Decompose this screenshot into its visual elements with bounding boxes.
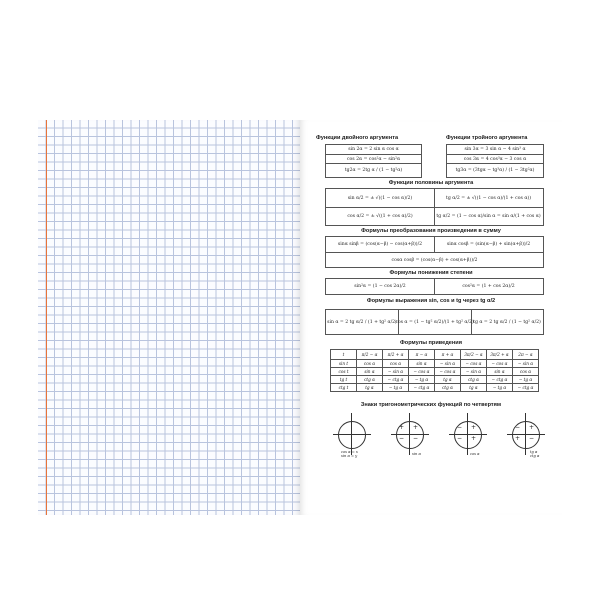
half-argument-title: Функции половины аргумента [388,180,474,186]
table-cell: π/2 − α [357,350,383,360]
tangent-sign-circle [504,409,548,459]
table-cell: ctg t [331,384,357,392]
sign-q3: − [457,435,463,442]
table-cell: − sin α [383,368,409,376]
table-cell: − tg α [487,384,513,392]
sign-q1: + [413,424,419,431]
table-cell: ctg α [435,384,461,392]
circle-caption: tg α ctg α [530,450,540,458]
cosine-sign-circle [446,409,490,459]
table-cell: − cos α [461,360,487,368]
power-reduction-box [325,278,544,295]
unit-circle [330,409,374,459]
triple-argument-title: Функции тройного аргумента [446,135,528,141]
table-cell: − sin α [461,368,487,376]
table-cell: 2π − α [513,350,539,360]
formula-row: cos 2α = cos²α − sin²α [326,154,421,164]
table-cell: 3π/2 − α [461,350,487,360]
table-cell: sin α [357,368,383,376]
formula-cell: cos²α = (1 + cos 2α)/2 [462,284,515,289]
table-cell: − ctg α [513,384,539,392]
notebook-spread [38,120,562,515]
formula-cell: sin²α = (1 − cos 2α)/2 [354,284,406,289]
formula-cell: cos α/2 = ± √((1 + cos α)/2) [347,213,413,219]
formula-cell: sin α = 2 tg α/2 / (1 + tg² α/2) [327,319,397,325]
table-cell: sin α [487,368,513,376]
table-cell: cos α [357,360,383,368]
table-cell: ctg α [357,376,383,384]
table-cell: π − α [409,350,435,360]
table-row [331,360,539,368]
sign-q2: + [399,424,405,431]
sign-q1: + [529,424,535,431]
tangent-half-title: Формулы выражения sin, cos и tg через tg α/2 [366,298,496,304]
power-reduction-title: Формулы понижения степени [389,270,473,276]
table-row [331,376,539,384]
half-argument-box [325,188,544,226]
table-cell: t [331,350,357,360]
formula-row: tg2α = 2tg α / (1 − tg²α) [326,163,421,178]
sine-sign-circle [388,409,432,459]
formula-cell: sin α/2 = ± √((1 − cos α)/2) [347,195,413,201]
sign-q3: − [399,435,405,442]
table-cell: tg α [435,376,461,384]
circle-caption: cos α [470,452,480,456]
table-cell: − ctg α [409,384,435,392]
double-argument-title: Функции двойного аргумента [316,135,399,141]
sign-q3: + [515,435,521,442]
reduction-table [330,349,539,392]
table-cell: ctg α [461,376,487,384]
grid-page [38,120,300,515]
formula-row: cos 3α = 4 cos³α − 3 cos α [447,154,543,164]
table-cell: sin α [409,360,435,368]
table-cell: π + α [435,350,461,360]
formula-page [300,120,562,515]
table-cell: − tg α [513,376,539,384]
circle-caption: sin α [412,452,421,456]
table-cell: − tg α [409,376,435,384]
sign-q2: − [457,424,463,431]
table-cell: − cos α [409,368,435,376]
margin-line [46,120,47,515]
table-cell: − sin α [435,360,461,368]
table-cell: tg t [331,376,357,384]
table-cell: π/2 + α [383,350,409,360]
sign-q4: + [471,435,477,442]
circle-caption: cos α = x sin α = y [341,450,358,458]
table-cell: − ctg α [383,376,409,384]
table-row [331,368,539,376]
tangent-half-box [325,309,544,335]
table-cell: cos α [513,368,539,376]
table-cell: cos α [383,360,409,368]
product-to-sum-title: Формулы преобразования произведения в сумму [361,228,501,234]
table-cell: sin t [331,360,357,368]
product-to-sum-box [325,236,544,268]
table-cell: − cos α [487,360,513,368]
formula-cell: cos α = (1 − tg² α/2)/(1 + tg² α/2) [395,319,474,325]
sign-q4: − [413,435,419,442]
formula-row: cosα cosβ = (cos(α−β) + cos(α+β))/2 [326,252,543,268]
table-cell: − ctg α [487,376,513,384]
formula-row: tg3α = (3tgα − tg³α) / (1 − 3tg²α) [447,163,543,178]
table-header-row [331,350,539,360]
formula-cell: sinα sinβ = (cos(α−β) − cos(α+β))/2 [337,242,423,247]
formula-row: sin 2α = 2 sin α cos α [348,147,399,152]
table-cell: 3π/2 + α [487,350,513,360]
table-cell: − tg α [383,384,409,392]
sign-q2: − [515,424,521,431]
table-row [331,384,539,392]
formula-row: sin 3α = 3 sin α − 4 sin³ α [464,147,526,152]
table-cell: − cos α [435,368,461,376]
sign-q1: + [471,424,477,431]
table-cell: tg α [461,384,487,392]
formula-cell: sinα cosβ = (sin(α−β) + sin(α+β))/2 [446,242,531,247]
reduction-title: Формулы приведения [400,340,462,346]
sign-q4: − [529,435,535,442]
table-cell: cos t [331,368,357,376]
formula-cell: tg α/2 = (1 − cos α)/sin α = sin α/(1 + cos α) [436,213,541,219]
formula-cell: tg α = 2 tg α/2 / (1 − tg² α/2) [473,319,541,325]
double-argument-box [325,144,422,178]
formula-cell: tg α/2 = ± √((1 − cos α)/(1 + cos α)) [445,195,532,201]
table-cell: tg α [357,384,383,392]
table-cell: − sin α [513,360,539,368]
triple-argument-box [446,144,544,178]
quadrant-signs-title: Знаки тригонометрических функций по четвертям [360,402,502,408]
